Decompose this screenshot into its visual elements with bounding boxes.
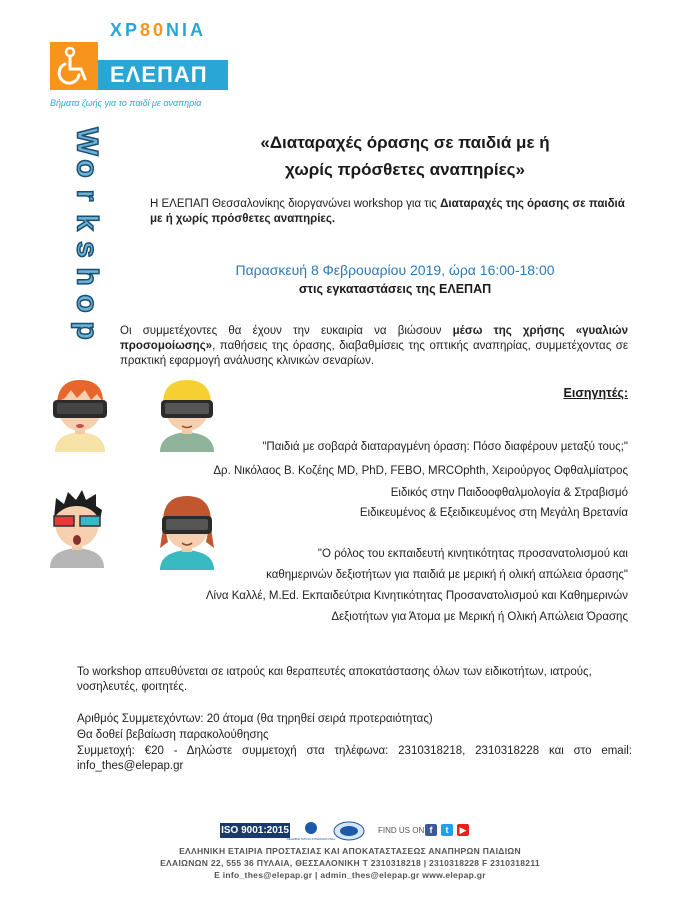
talk1-speaker-line3: Ειδικευμένος & Εξειδικευμένος στη Μεγάλη Βρετανία: [359, 507, 628, 519]
twitter-icon[interactable]: t: [441, 824, 453, 836]
talk2-speaker-line2: Δεξιοτήτων για Άτομα με Μερική ή Ολική Απώλεια Όρασης: [331, 611, 628, 623]
footer-contacts: E info_thes@elepap.gr | admin_thes@elepap.gr www.elepap.gr: [214, 870, 486, 880]
child-3d-glasses-icon: [42, 488, 112, 568]
footer-address: ΕΛΑΙΩΝΩΝ 22, 555 36 ΠΥΛΑΙΑ, ΘΕΣΣΑΛΟΝΙΚΗ Τ 2310318218 | 2310318228 F 2310318211: [160, 858, 540, 868]
event-date: Παρασκευή 8 Φεβρουαρίου 2019, ώρα 16:00-18:00: [235, 262, 555, 278]
footer-org-name: ΕΛΛΗΝΙΚΗ ΕΤΑΙΡΙΑ ΠΡΟΣΤΑΣΙΑΣ ΚΑΙ ΑΠΟΚΑΤΑΣΤΑΣΕΩΣ ΑΝΑΠΗΡΩΝ ΠΑΙΔΙΩΝ: [179, 846, 521, 856]
speakers-heading: Εισηγητές:: [563, 386, 628, 400]
talk1-speaker-line1: Δρ. Νικόλαος Β. Κοζέης MD, PhD, FEBO, MRCOphth, Χειρούργος Οφθαλμίατρος: [213, 465, 628, 477]
intro-paragraph: Η ΕΛΕΠΑΠ Θεσσαλονίκης διοργανώνει workshop για τις Διαταραχές της όρασης σε παιδιά με ή χωρίς πρόσθετες αναπηρίες.: [150, 198, 625, 225]
rehabilitation-international-icon: [286, 820, 336, 842]
talk2-title-line1: "Ο ρόλος του εκπαιδευτή κινητικότητας προσανατολισμού και: [317, 548, 628, 560]
participants-paragraph: Οι συμμετέχοντες θα έχουν την ευκαιρία να βιώσουν μέσω της χρήσης «γυαλιών προσομοίωσης», παθήσεις της όρασης, διαβαθμίσεις της οπτικής αναπηρίας, συμμετέχοντας σε πρακτική εφαρμογή ανάλυσης κλινικών σεναρίων.: [120, 325, 629, 367]
iso-badge: ISO 9001:2015: [221, 825, 289, 836]
talk2-title-line2: καθημερινών δεξιοτήτων για παιδιά με μερική ή ολική απώλεια όρασης": [266, 569, 628, 581]
find-us-label: FIND US ON: [378, 826, 425, 835]
facebook-icon[interactable]: f: [425, 824, 437, 836]
certification-seal-icon: [332, 821, 366, 841]
talk1-title: "Παιδιά με σοβαρά διαταραγμένη όραση: Πόσο διαφέρουν μεταξύ τους;": [262, 441, 628, 453]
logo-years: ΧΡ80ΝΙΑ: [110, 20, 207, 40]
wheelchair-icon: [50, 42, 98, 90]
footer-badges: [220, 820, 480, 842]
participant-count: Αριθμός Συμμετεχόντων: 20 άτομα (θα τηρηθεί σειρά προτεραιότητας): [77, 713, 433, 725]
youtube-icon[interactable]: ▶: [457, 824, 469, 836]
audience-paragraph: Το workshop απευθύνεται σε ιατρούς και θεραπευτές αποκατάστασης όλων των ειδικοτήτων, ιατρούς, νοσηλευτές, φοιτητές.: [77, 666, 592, 693]
talk1-speaker-line2: Ειδικός στην Παιδοοφθαλμολογία & Στραβισμό: [390, 487, 628, 499]
child-vr-orange-hair-icon: [45, 372, 115, 452]
title-line-2: χωρίς πρόσθετες αναπηρίες»: [285, 160, 525, 179]
logo-name: ΕΛΕΠΑΠ: [98, 60, 228, 90]
svg-text:REHABILITATION INTERNATIONAL: REHABILITATION INTERNATIONAL: [286, 837, 336, 841]
workshop-vertical-word: W o r k s h o p: [70, 127, 104, 340]
title-line-1: «Διαταραχές όρασης σε παιδιά με ή: [260, 133, 550, 152]
talk2-speaker-line1: Λίνα Καλλέ, M.Ed. Εκπαιδεύτρια Κινητικότητας Προσανατολισμού και Καθημερινών: [205, 590, 628, 602]
certificate-note: Θα δοθεί βεβαίωση παρακολούθησης: [77, 729, 269, 741]
event-venue: στις εγκαταστάσεις της ΕΛΕΠΑΠ: [298, 282, 492, 296]
fee-and-contact: Συμμετοχή: €20 - Δηλώστε συμμετοχή στα τηλέφωνα: 2310318218, 2310318228 και στο email: info_thes@elepap.gr: [77, 745, 632, 772]
logo-tagline: Βήματα ζωής για το παιδί με αναπηρία: [50, 98, 202, 108]
elepap-logo: [50, 20, 240, 112]
